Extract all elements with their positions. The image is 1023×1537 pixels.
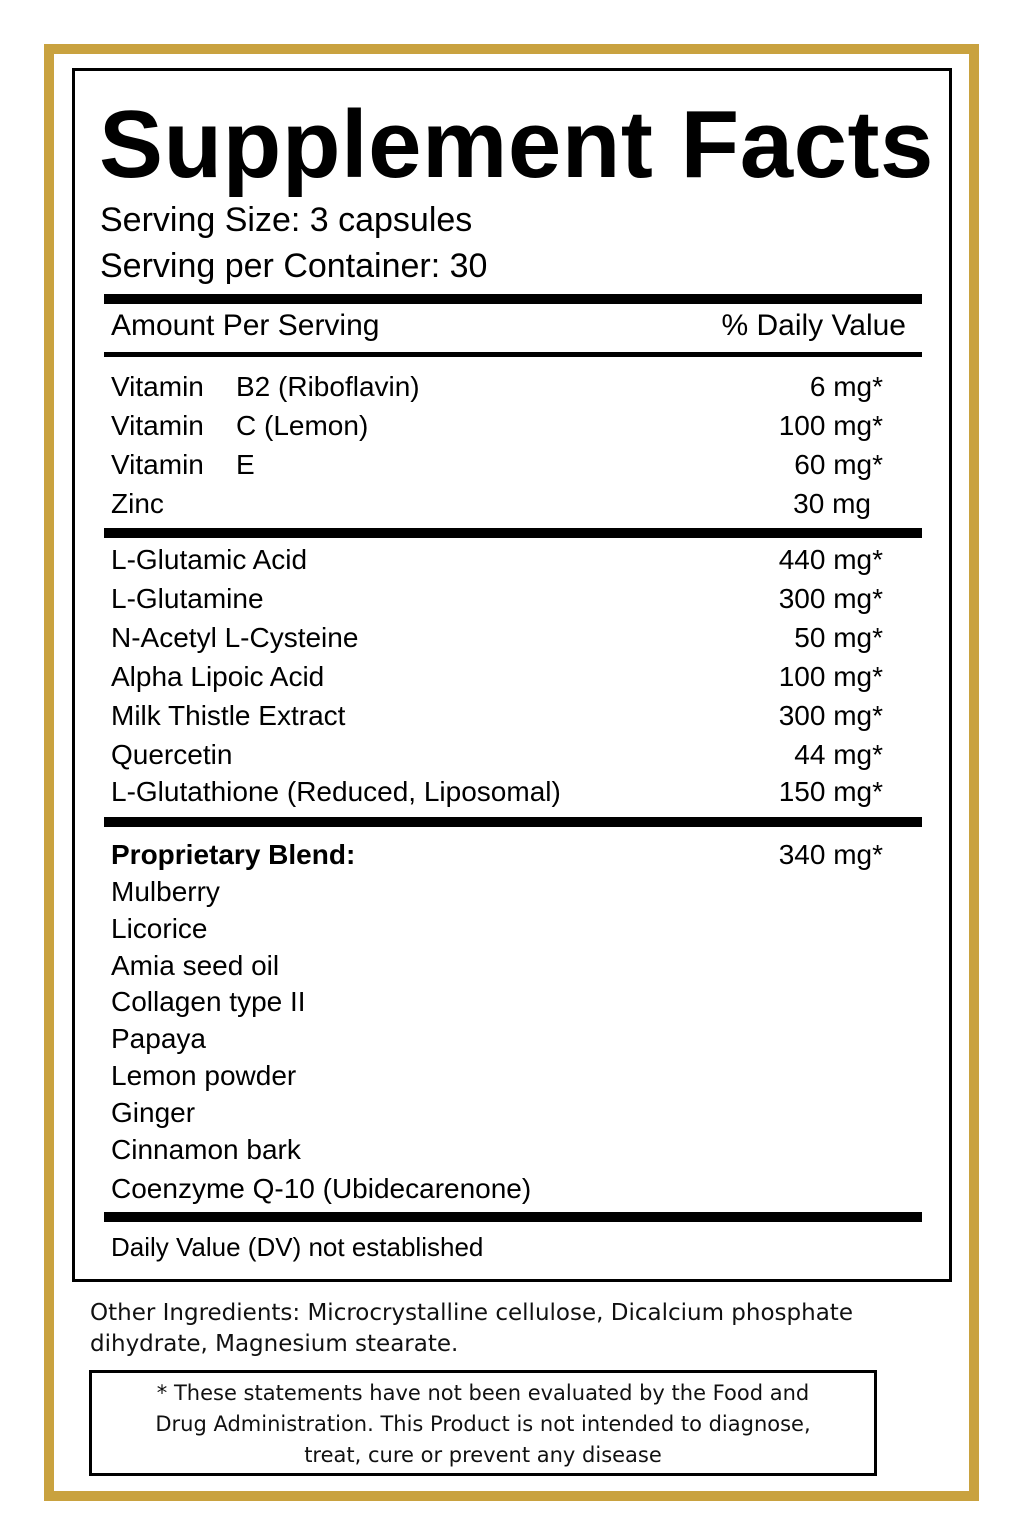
daily-value-header: % Daily Value [721, 309, 906, 342]
ingredient-name: L-Glutathione (Reduced, Liposomal) [111, 776, 561, 807]
ingredient-name: L-Glutamic Acid [111, 544, 308, 575]
nutrient-name: B2 (Riboflavin) [236, 371, 420, 402]
divider-thick [104, 817, 922, 827]
blend-item-name: Ginger [111, 1097, 196, 1128]
nutrient-name: C (Lemon) [236, 410, 369, 441]
nutrient-row [111, 451, 883, 479]
divider-thick [104, 294, 922, 304]
other-ingredients-line: dihydrate, Magnesium stearate. [90, 1331, 459, 1357]
daily-value-note: Daily Value (DV) not established [111, 1232, 484, 1262]
column-header-row [111, 311, 906, 341]
disclaimer-line: * These statements have not been evaluated by the Food and [156, 1381, 810, 1405]
nutrient-prefix: Vitamin [111, 410, 204, 441]
nutrient-prefix: Vitamin [111, 371, 204, 402]
ingredient-row [111, 585, 883, 613]
ingredient-amount: 150 mg* [778, 776, 883, 807]
blend-item-name: Lemon powder [111, 1060, 297, 1091]
serving-size: Serving Size: 3 capsules [100, 201, 473, 239]
nutrient-amount: 6 mg* [809, 371, 883, 402]
nutrient-row [111, 490, 883, 518]
blend-item-name: Papaya [111, 1023, 206, 1054]
ingredient-amount: 44 mg* [794, 739, 883, 770]
other-ingredients-line: Other Ingredients: Microcrystalline cellulose, Dicalcium phosphate [90, 1300, 853, 1326]
blend-item [111, 1175, 883, 1203]
ingredient-amount: 300 mg* [778, 583, 883, 614]
divider-thick [104, 1212, 922, 1222]
nutrient-row [111, 373, 883, 401]
supplement-facts-panel [72, 68, 952, 1282]
blend-item [111, 878, 883, 906]
blend-item [111, 1062, 883, 1090]
ingredient-amount: 300 mg* [778, 700, 883, 731]
ingredient-amount: 440 mg* [778, 544, 883, 575]
blend-item-name: Cinnamon bark [111, 1134, 301, 1165]
ingredient-amount: 100 mg* [778, 661, 883, 692]
servings-per-container: Serving per Container: 30 [100, 247, 488, 285]
blend-row [111, 841, 883, 869]
ingredient-row [111, 702, 883, 730]
ingredient-row [111, 741, 883, 769]
blend-item [111, 1025, 883, 1053]
nutrient-name: E [236, 449, 255, 480]
blend-item-name: Mulberry [111, 876, 220, 907]
blend-item [111, 1099, 883, 1127]
nutrient-prefix: Vitamin [111, 449, 204, 480]
blend-amount: 340 mg* [778, 839, 883, 870]
disclaimer-line: Drug Administration. This Product is not intended to diagnose, [155, 1412, 811, 1436]
blend-title: Proprietary Blend: [111, 839, 356, 870]
nutrient-row [111, 412, 883, 440]
nutrient-name: Zinc [111, 488, 164, 519]
ingredient-row [111, 663, 883, 691]
blend-item [111, 988, 883, 1016]
fda-disclaimer-box [89, 1370, 877, 1476]
amount-per-serving-header: Amount Per Serving [111, 309, 380, 342]
ingredient-amount: 50 mg* [794, 622, 883, 653]
divider-thick [104, 528, 922, 538]
nutrient-amount: 100 mg* [778, 410, 883, 441]
blend-item-name: Coenzyme Q-10 (Ubidecarenone) [111, 1173, 532, 1204]
ingredient-name: N-Acetyl L-Cysteine [111, 622, 359, 653]
blend-item-name: Collagen type II [111, 986, 306, 1017]
blend-item-name: Amia seed oil [111, 950, 280, 981]
facts-title: Supplement Facts [99, 91, 934, 198]
ingredient-row [111, 546, 883, 574]
ingredient-name: Milk Thistle Extract [111, 700, 346, 731]
ingredient-row [111, 778, 883, 806]
blend-item [111, 1136, 883, 1164]
ingredient-name: L-Glutamine [111, 583, 264, 614]
disclaimer-line: treat, cure or prevent any disease [304, 1443, 662, 1467]
blend-item [111, 915, 883, 943]
ingredient-name: Alpha Lipoic Acid [111, 661, 325, 692]
blend-item [111, 952, 883, 980]
other-ingredients [90, 1298, 890, 1360]
blend-item-name: Licorice [111, 913, 208, 944]
nutrient-amount: 60 mg* [794, 449, 883, 480]
divider-medium [104, 352, 922, 357]
nutrient-amount: 30 mg [793, 488, 871, 519]
ingredient-name: Quercetin [111, 739, 233, 770]
ingredient-row [111, 624, 883, 652]
